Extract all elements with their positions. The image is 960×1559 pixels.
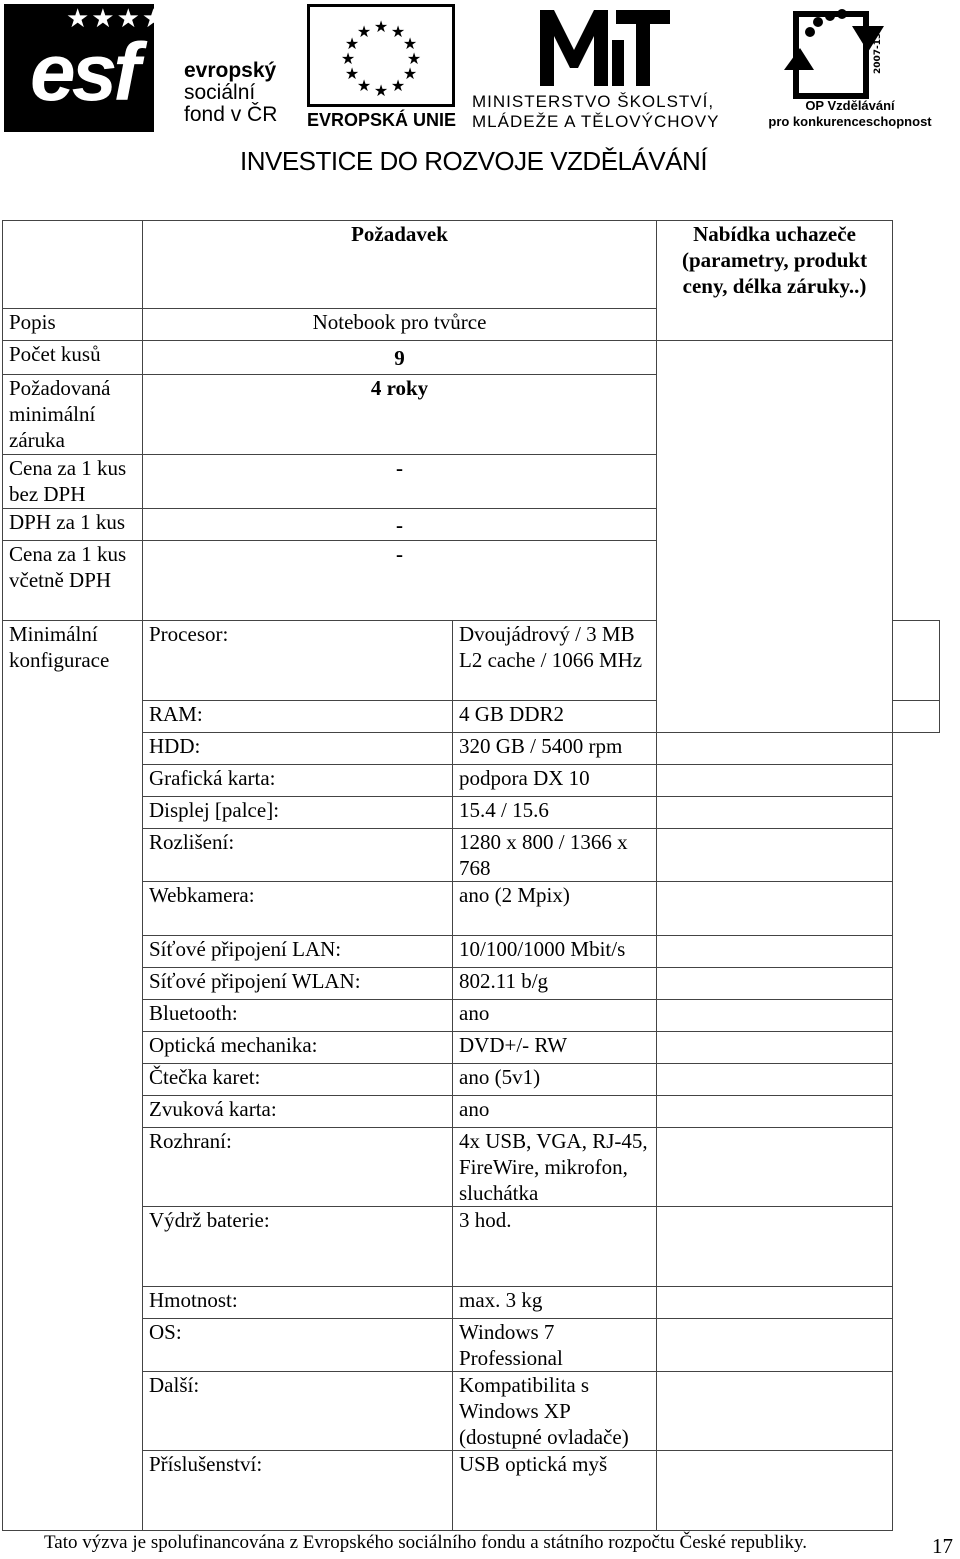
- offer-cell[interactable]: [657, 1032, 893, 1064]
- offer-cell[interactable]: [657, 1128, 893, 1207]
- offer-header: Nabídka uchazeče (parametry, produkt ceny, délka záruky..): [657, 221, 893, 341]
- spec-row: [3, 1319, 940, 1372]
- offer-cell[interactable]: [657, 765, 893, 797]
- price-vat-value: -: [143, 541, 657, 621]
- spec-row: [3, 733, 940, 765]
- offer-cell[interactable]: [893, 701, 940, 733]
- offer-cell[interactable]: [657, 882, 893, 936]
- spec-value: ano: [453, 1096, 657, 1128]
- offer-cell[interactable]: [657, 1207, 893, 1287]
- spec-row: [3, 1128, 940, 1207]
- footer-text: Tato výzva je spolufinancována z Evropského sociálního fondu a státního rozpočtu České republiky.: [44, 1532, 808, 1553]
- op-caption-line: OP Vzdělávání: [805, 98, 895, 113]
- vat-value: -: [143, 509, 657, 541]
- spec-value: Windows 7 Professional: [453, 1319, 657, 1372]
- svg-text:★: ★: [390, 76, 406, 95]
- min-config-label: Minimální konfigurace: [3, 621, 143, 1531]
- spec-row: [3, 1000, 940, 1032]
- price-value: -: [143, 455, 657, 509]
- spec-value: 4 GB DDR2: [453, 701, 657, 733]
- spec-value: USB optická myš: [453, 1451, 657, 1531]
- svg-text:★: ★: [402, 64, 418, 83]
- svg-text:★: ★: [344, 64, 360, 83]
- popis-value: Notebook pro tvůrce: [143, 309, 657, 341]
- svg-text:★: ★: [340, 49, 356, 68]
- spec-value: 4x USB, VGA, RJ-45, FireWire, mikrofon, sluchátka: [453, 1128, 657, 1207]
- spec-label: Grafická karta:: [143, 765, 453, 797]
- op-years: 2007-13: [873, 32, 883, 74]
- spec-value: 15.4 / 15.6: [453, 797, 657, 829]
- spec-row: [3, 882, 940, 936]
- spec-label: OS:: [143, 1319, 453, 1372]
- warranty-label: Požadovaná minimální záruka: [3, 375, 143, 455]
- spec-label: Optická mechanika:: [143, 1032, 453, 1064]
- count-value: 9: [143, 341, 657, 375]
- spec-row: [3, 1032, 940, 1064]
- spec-value: 320 GB / 5400 rpm: [453, 733, 657, 765]
- requirement-header: Požadavek: [143, 221, 657, 309]
- spec-label: Hmotnost:: [143, 1287, 453, 1319]
- spec-label: Rozlišení:: [143, 829, 453, 882]
- spec-label: Další:: [143, 1372, 453, 1451]
- spec-label: Procesor:: [143, 621, 453, 701]
- esf-caption: [184, 60, 277, 126]
- op-emblem-icon: [784, 4, 888, 100]
- op-caption: [752, 98, 948, 130]
- esf-caption-line: fond v ČR: [184, 103, 278, 126]
- spec-value: 802.11 b/g: [453, 968, 657, 1000]
- table-header-row: [3, 221, 940, 309]
- offer-cell[interactable]: [657, 968, 893, 1000]
- esf-caption-line: sociální: [184, 81, 256, 104]
- op-logo: [784, 4, 888, 100]
- esf-logo-word: esf: [30, 27, 137, 118]
- popis-label: Popis: [3, 309, 143, 341]
- offer-cell[interactable]: [657, 1319, 893, 1372]
- spec-value: Dvoujádrový / 3 MB L2 cache / 1066 MHz: [453, 621, 657, 701]
- offer-cell[interactable]: [657, 829, 893, 882]
- offer-cell[interactable]: [893, 621, 940, 701]
- spec-label: Webkamera:: [143, 882, 453, 936]
- svg-text:★: ★: [373, 17, 389, 36]
- offer-cell[interactable]: [657, 341, 893, 733]
- spec-label: Příslušenství:: [143, 1451, 453, 1531]
- spec-row: [3, 1064, 940, 1096]
- spec-value: DVD+/- RW: [453, 1032, 657, 1064]
- svg-text:★: ★: [373, 81, 389, 100]
- offer-cell[interactable]: [657, 733, 893, 765]
- spec-row: [3, 829, 940, 882]
- spec-row: [3, 1207, 940, 1287]
- table-row: [3, 341, 940, 375]
- count-label: Počet kusů: [3, 341, 143, 375]
- spec-row: [3, 1372, 940, 1451]
- spec-value: 10/100/1000 Mbit/s: [453, 936, 657, 968]
- msmt-monogram-icon: [540, 6, 675, 86]
- spec-value: podpora DX 10: [453, 765, 657, 797]
- price-vat-label: Cena za 1 kus včetně DPH: [3, 541, 143, 621]
- spec-label: RAM:: [143, 701, 453, 733]
- spec-value: max. 3 kg: [453, 1287, 657, 1319]
- spec-row: [3, 797, 940, 829]
- vat-label: DPH za 1 kus: [3, 509, 143, 541]
- spec-value: 1280 x 800 / 1366 x 768: [453, 829, 657, 882]
- offer-cell[interactable]: [657, 936, 893, 968]
- header-logos: [0, 0, 960, 176]
- svg-text:★: ★: [406, 49, 422, 68]
- svg-text:★: ★: [356, 22, 372, 41]
- spec-row: [3, 1287, 940, 1319]
- svg-text:★: ★: [402, 34, 418, 53]
- spec-row: [3, 1451, 940, 1531]
- spec-label: Zvuková karta:: [143, 1096, 453, 1128]
- svg-text:★: ★: [356, 76, 372, 95]
- spec-value: 3 hod.: [453, 1207, 657, 1287]
- spec-label: Výdrž baterie:: [143, 1207, 453, 1287]
- offer-cell[interactable]: [657, 1064, 893, 1096]
- spec-label: Displej [palce]:: [143, 797, 453, 829]
- spec-row: [3, 765, 940, 797]
- msmt-caption-line: MINISTERSTVO ŠKOLSTVÍ,: [472, 92, 715, 111]
- offer-cell[interactable]: [657, 1000, 893, 1032]
- msmt-logo: [540, 6, 675, 86]
- spec-label: HDD:: [143, 733, 453, 765]
- offer-cell[interactable]: [657, 1096, 893, 1128]
- eu-stars-icon: [310, 7, 452, 104]
- table-cell: [3, 221, 143, 309]
- price-label: Cena za 1 kus bez DPH: [3, 455, 143, 509]
- invest-title: INVESTICE DO ROZVOJE VZDĚLÁVÁNÍ: [240, 146, 708, 176]
- svg-text:★: ★: [390, 22, 406, 41]
- spec-value: ano (2 Mpix): [453, 882, 657, 936]
- spec-row: [3, 936, 940, 968]
- offer-cell[interactable]: [657, 1451, 893, 1531]
- eu-flag-logo: [307, 4, 455, 107]
- spec-value: Kompatibilita s Windows XP (dostupné ovladače): [453, 1372, 657, 1451]
- requirements-table: [2, 220, 940, 1531]
- spec-row: [3, 968, 940, 1000]
- page-number: 17: [932, 1534, 953, 1558]
- spec-value: ano: [453, 1000, 657, 1032]
- spec-label: Síťové připojení LAN:: [143, 936, 453, 968]
- eu-caption: EVROPSKÁ UNIE: [307, 110, 457, 130]
- star-icon: ★★★★: [66, 4, 168, 33]
- spec-value: ano (5v1): [453, 1064, 657, 1096]
- esf-caption-line: evropský: [184, 59, 277, 82]
- msmt-caption: [472, 92, 719, 132]
- esf-logo: [4, 4, 168, 132]
- op-caption-line: pro konkurenceschopnost: [768, 114, 932, 129]
- svg-text:★: ★: [344, 34, 360, 53]
- spec-label: Čtečka karet:: [143, 1064, 453, 1096]
- warranty-value: 4 roky: [143, 375, 657, 455]
- msmt-caption-line: MLÁDEŽE A TĚLOVÝCHOVY: [472, 112, 720, 131]
- spec-label: Rozhraní:: [143, 1128, 453, 1207]
- spec-label: Síťové připojení WLAN:: [143, 968, 453, 1000]
- spec-label: Bluetooth:: [143, 1000, 453, 1032]
- spec-row: [3, 1096, 940, 1128]
- offer-cell[interactable]: [657, 797, 893, 829]
- offer-cell[interactable]: [657, 1287, 893, 1319]
- offer-cell[interactable]: [657, 1372, 893, 1451]
